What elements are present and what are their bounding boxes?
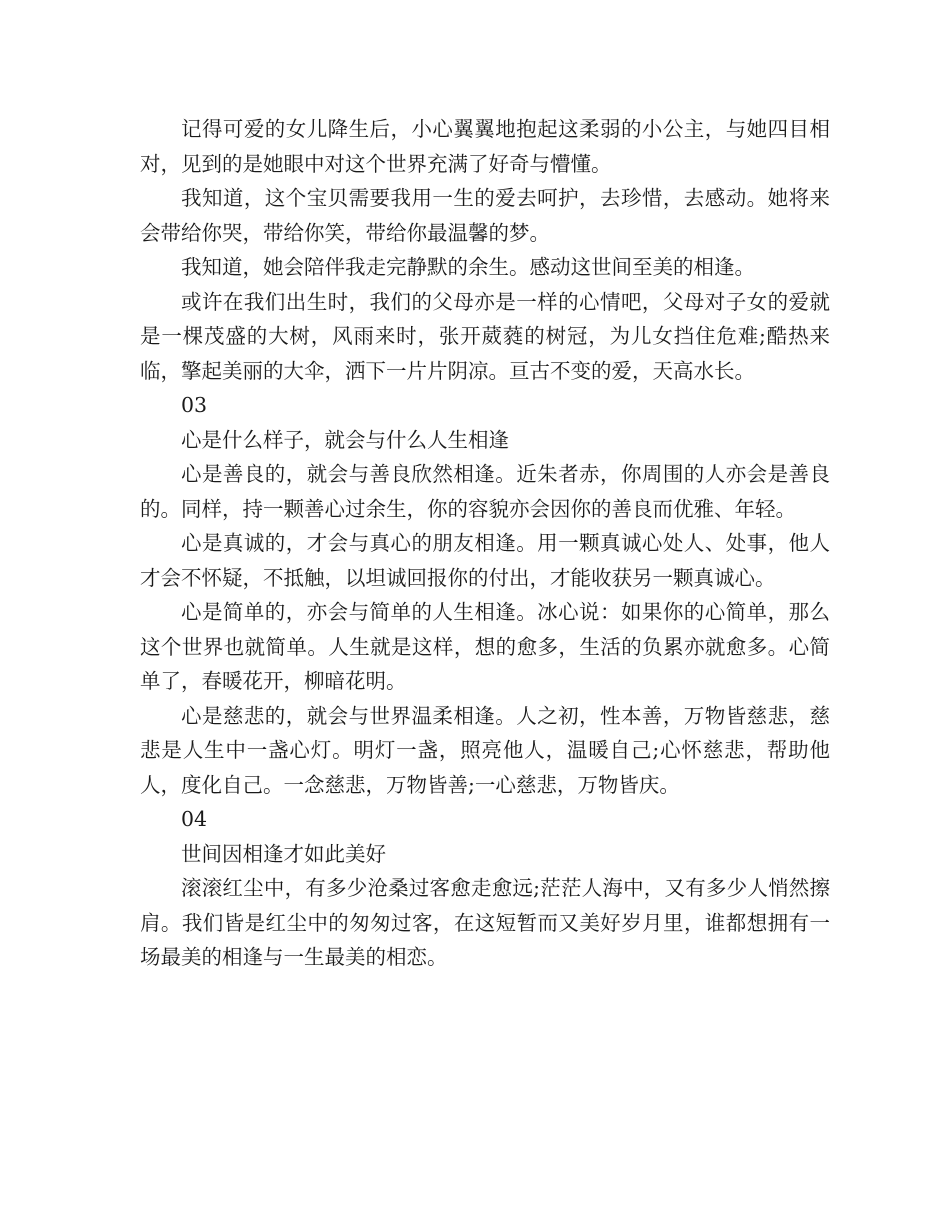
paragraph: 滚滚红尘中，有多少沧桑过客愈走愈远;茫茫人海中，又有多少人悄然擦肩。我们皆是红尘中的匆匆过客，在这短暂而又美好岁月里，谁都想拥有一场最美的相逢与一生最美的相恋。 xyxy=(140,876,830,969)
paragraph: 或许在我们出生时，我们的父母亦是一样的心情吧，父母对子女的爱就是一棵茂盛的大树，风雨来时，张开葳蕤的树冠，为儿女挡住危难;酷热来临，擎起美丽的大伞，洒下一片片阴凉。亘古不变的爱，天高水长。 xyxy=(140,289,830,383)
paragraph: 心是慈悲的，就会与世界温柔相逢。人之初，性本善，万物皆慈悲，慈悲是人生中一盏心灯。明灯一盏，照亮他人，温暖自己;心怀慈悲，帮助他人，度化自己。一念慈悲，万物皆善;一心慈悲，万物皆庆。 xyxy=(140,703,830,797)
section-heading: 世间因相逢才如此美好 xyxy=(181,841,386,866)
document-body xyxy=(140,112,830,975)
section-number: 04 xyxy=(181,807,208,831)
paragraph: 心是善良的，就会与善良欣然相逢。近朱者赤，你周围的人亦会是善良的。同样，持一颗善心过余生，你的容貌亦会因你的善良而优雅、年轻。 xyxy=(140,462,830,521)
paragraph: 记得可爱的女儿降生后，小心翼翼地抱起这柔弱的小公主，与她四目相对，见到的是她眼中对这个世界充满了好奇与懵懂。 xyxy=(140,117,830,176)
paragraph: 心是真诚的，才会与真心的朋友相逢。用一颗真诚心处人、处事，他人才会不怀疑，不抵触，以坦诚回报你的付出，才能收获另一颗真诚心。 xyxy=(140,531,830,590)
paragraph: 我知道，这个宝贝需要我用一生的爱去呵护，去珍惜，去感动。她将来会带给你哭，带给你笑，带给你最温馨的梦。 xyxy=(140,186,830,245)
paragraph: 我知道，她会陪伴我走完静默的余生。感动这世间至美的相逢。 xyxy=(181,255,755,279)
section-heading: 心是什么样子，就会与什么人生相逢 xyxy=(181,427,509,452)
section-number: 03 xyxy=(181,393,208,417)
paragraph: 心是简单的，亦会与简单的人生相逢。冰心说：如果你的心简单，那么这个世界也就简单。人生就是这样，想的愈多，生活的负累亦就愈多。心简单了，春暖花开，柳暗花明。 xyxy=(140,600,830,693)
